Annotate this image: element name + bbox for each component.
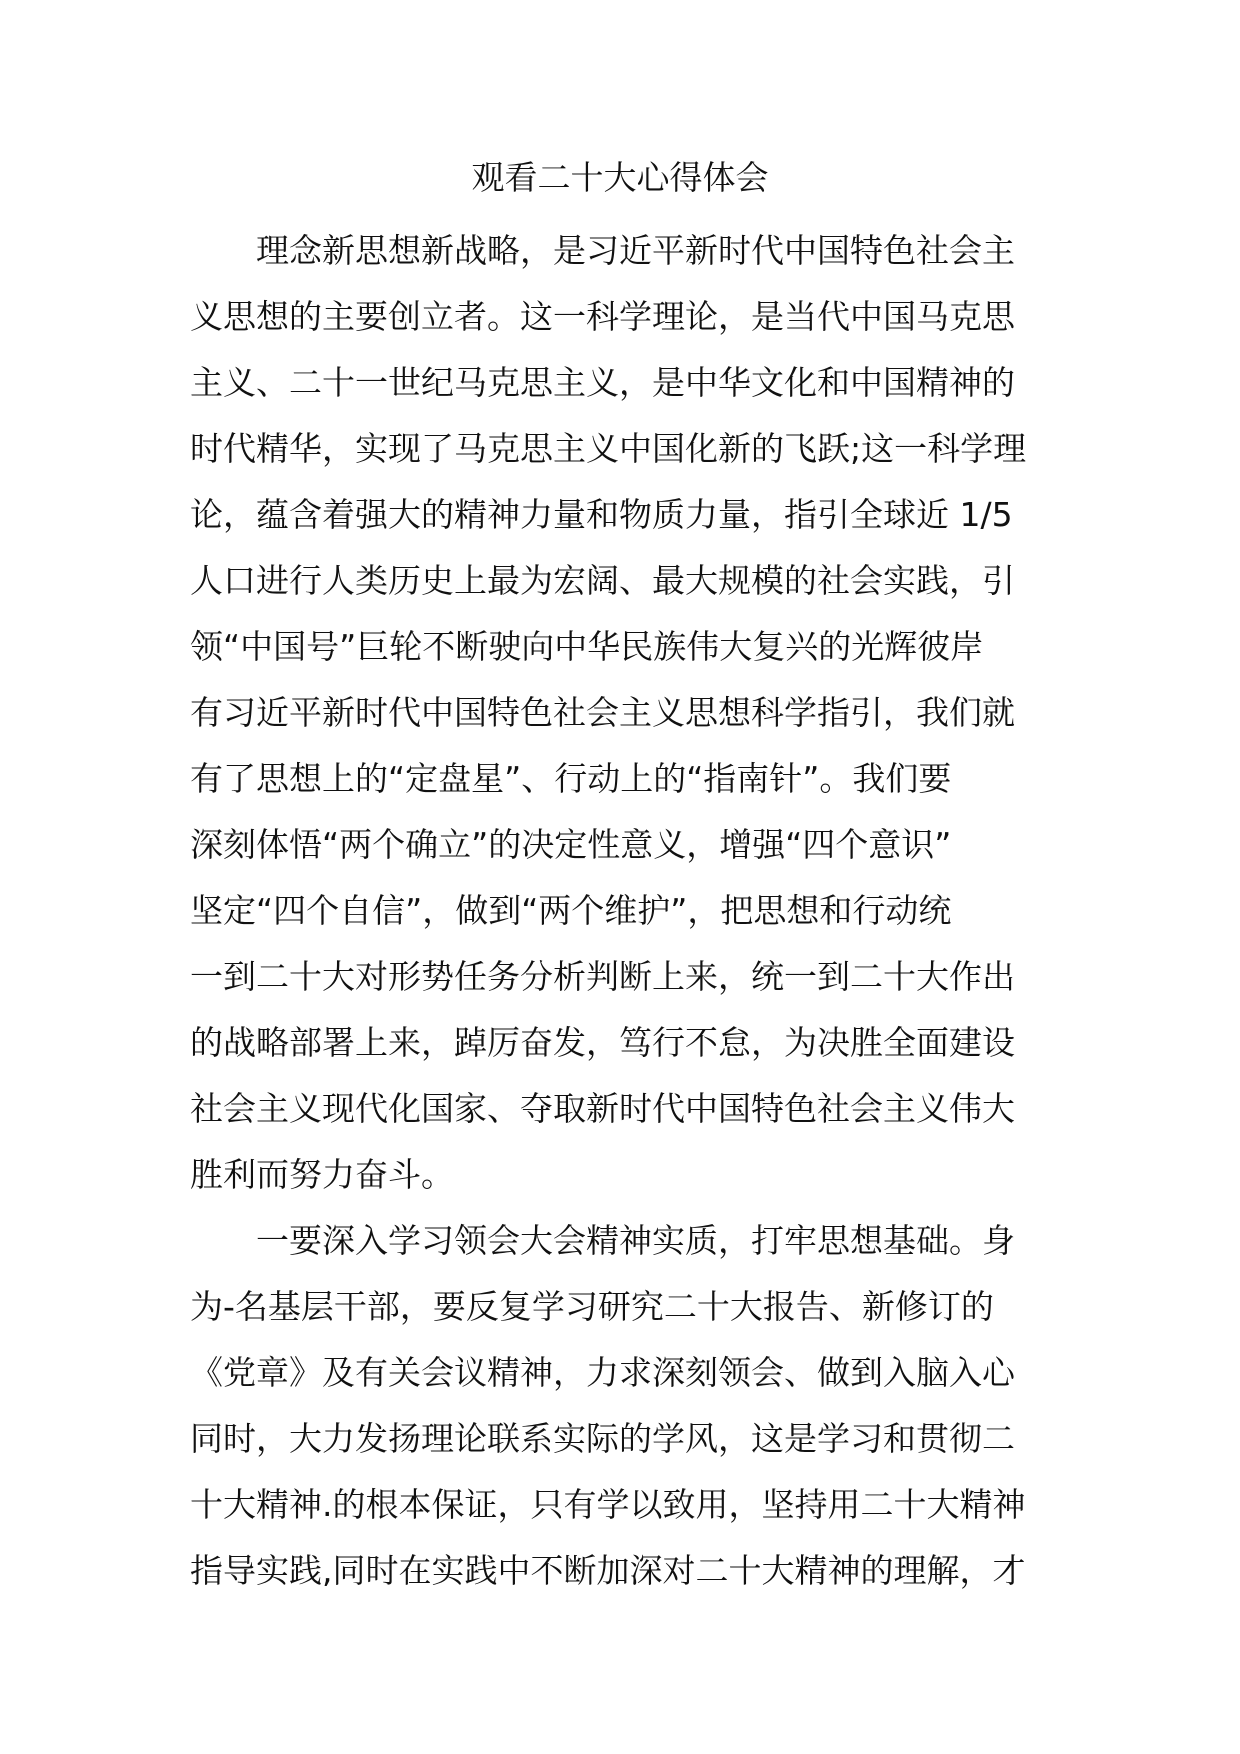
paragraph-line: 《党章》及有关会议精神，力求深刻领会、做到入脑入心: [190, 1353, 1015, 1392]
paragraph-1: [190, 218, 1060, 1208]
paragraph-line: 的战略部署上来，踔厉奋发，笃行不怠，为决胜全面建设: [190, 1023, 1015, 1062]
paragraph-line: 主义、二十一世纪马克思主义，是中华文化和中国精神的: [190, 363, 1015, 402]
paragraph-line: 领“中国号”巨轮不断驶向中华民族伟大复兴的光辉彼岸: [190, 627, 984, 666]
document-title: 观看二十大心得体会: [471, 158, 769, 197]
paragraph-line: 指导实践,同时在实践中不断加深对二十大精神的理解，才: [190, 1551, 1026, 1590]
paragraph-line: 义思想的主要创立者。这一科学理论，是当代中国马克思: [190, 297, 1015, 336]
paragraph-2: [190, 1208, 1060, 1604]
paragraph-line: 一到二十大对形势任务分析判断上来，统一到二十大作出: [190, 957, 1015, 996]
paragraph-line: 有了思想上的“定盘星”、行动上的“指南针”。我们要: [190, 759, 952, 798]
paragraph-line: 理念新思想新战略，是习近平新时代中国特色社会主: [256, 231, 1015, 270]
paragraph-line: 有习近平新时代中国特色社会主义思想科学指引，我们就: [190, 693, 1015, 732]
paragraph-line: 同时，大力发扬理论联系实际的学风，这是学习和贯彻二: [190, 1419, 1015, 1458]
paragraph-line: 深刻体悟“两个确立”的决定性意义，增强“四个意识”: [190, 825, 952, 864]
paragraph-line: 坚定“四个自信”，做到“两个维护”，把思想和行动统: [190, 891, 952, 930]
paragraph-line: 人口进行人类历史上最为宏阔、最大规模的社会实践，引: [190, 561, 1015, 600]
paragraph-line: 时代精华，实现了马克思主义中国化新的飞跃;这一科学理: [190, 429, 1027, 468]
paragraph-line: 十大精神.的根本保证，只有学以致用，坚持用二十大精神: [190, 1485, 1026, 1524]
paragraph-line: 一要深入学习领会大会精神实质，打牢思想基础。身: [256, 1221, 1015, 1260]
paragraph-line: 胜利而努力奋斗。: [190, 1155, 454, 1194]
paragraph-line: 社会主义现代化国家、夺取新时代中国特色社会主义伟大: [190, 1089, 1015, 1128]
paragraph-line: 论，蕴含着强大的精神力量和物质力量，指引全球近 1/5: [190, 495, 1013, 534]
paragraph-line: 为-名基层干部，要反复学习研究二十大报告、新修订的: [190, 1287, 994, 1326]
document-body: [190, 218, 1060, 1604]
